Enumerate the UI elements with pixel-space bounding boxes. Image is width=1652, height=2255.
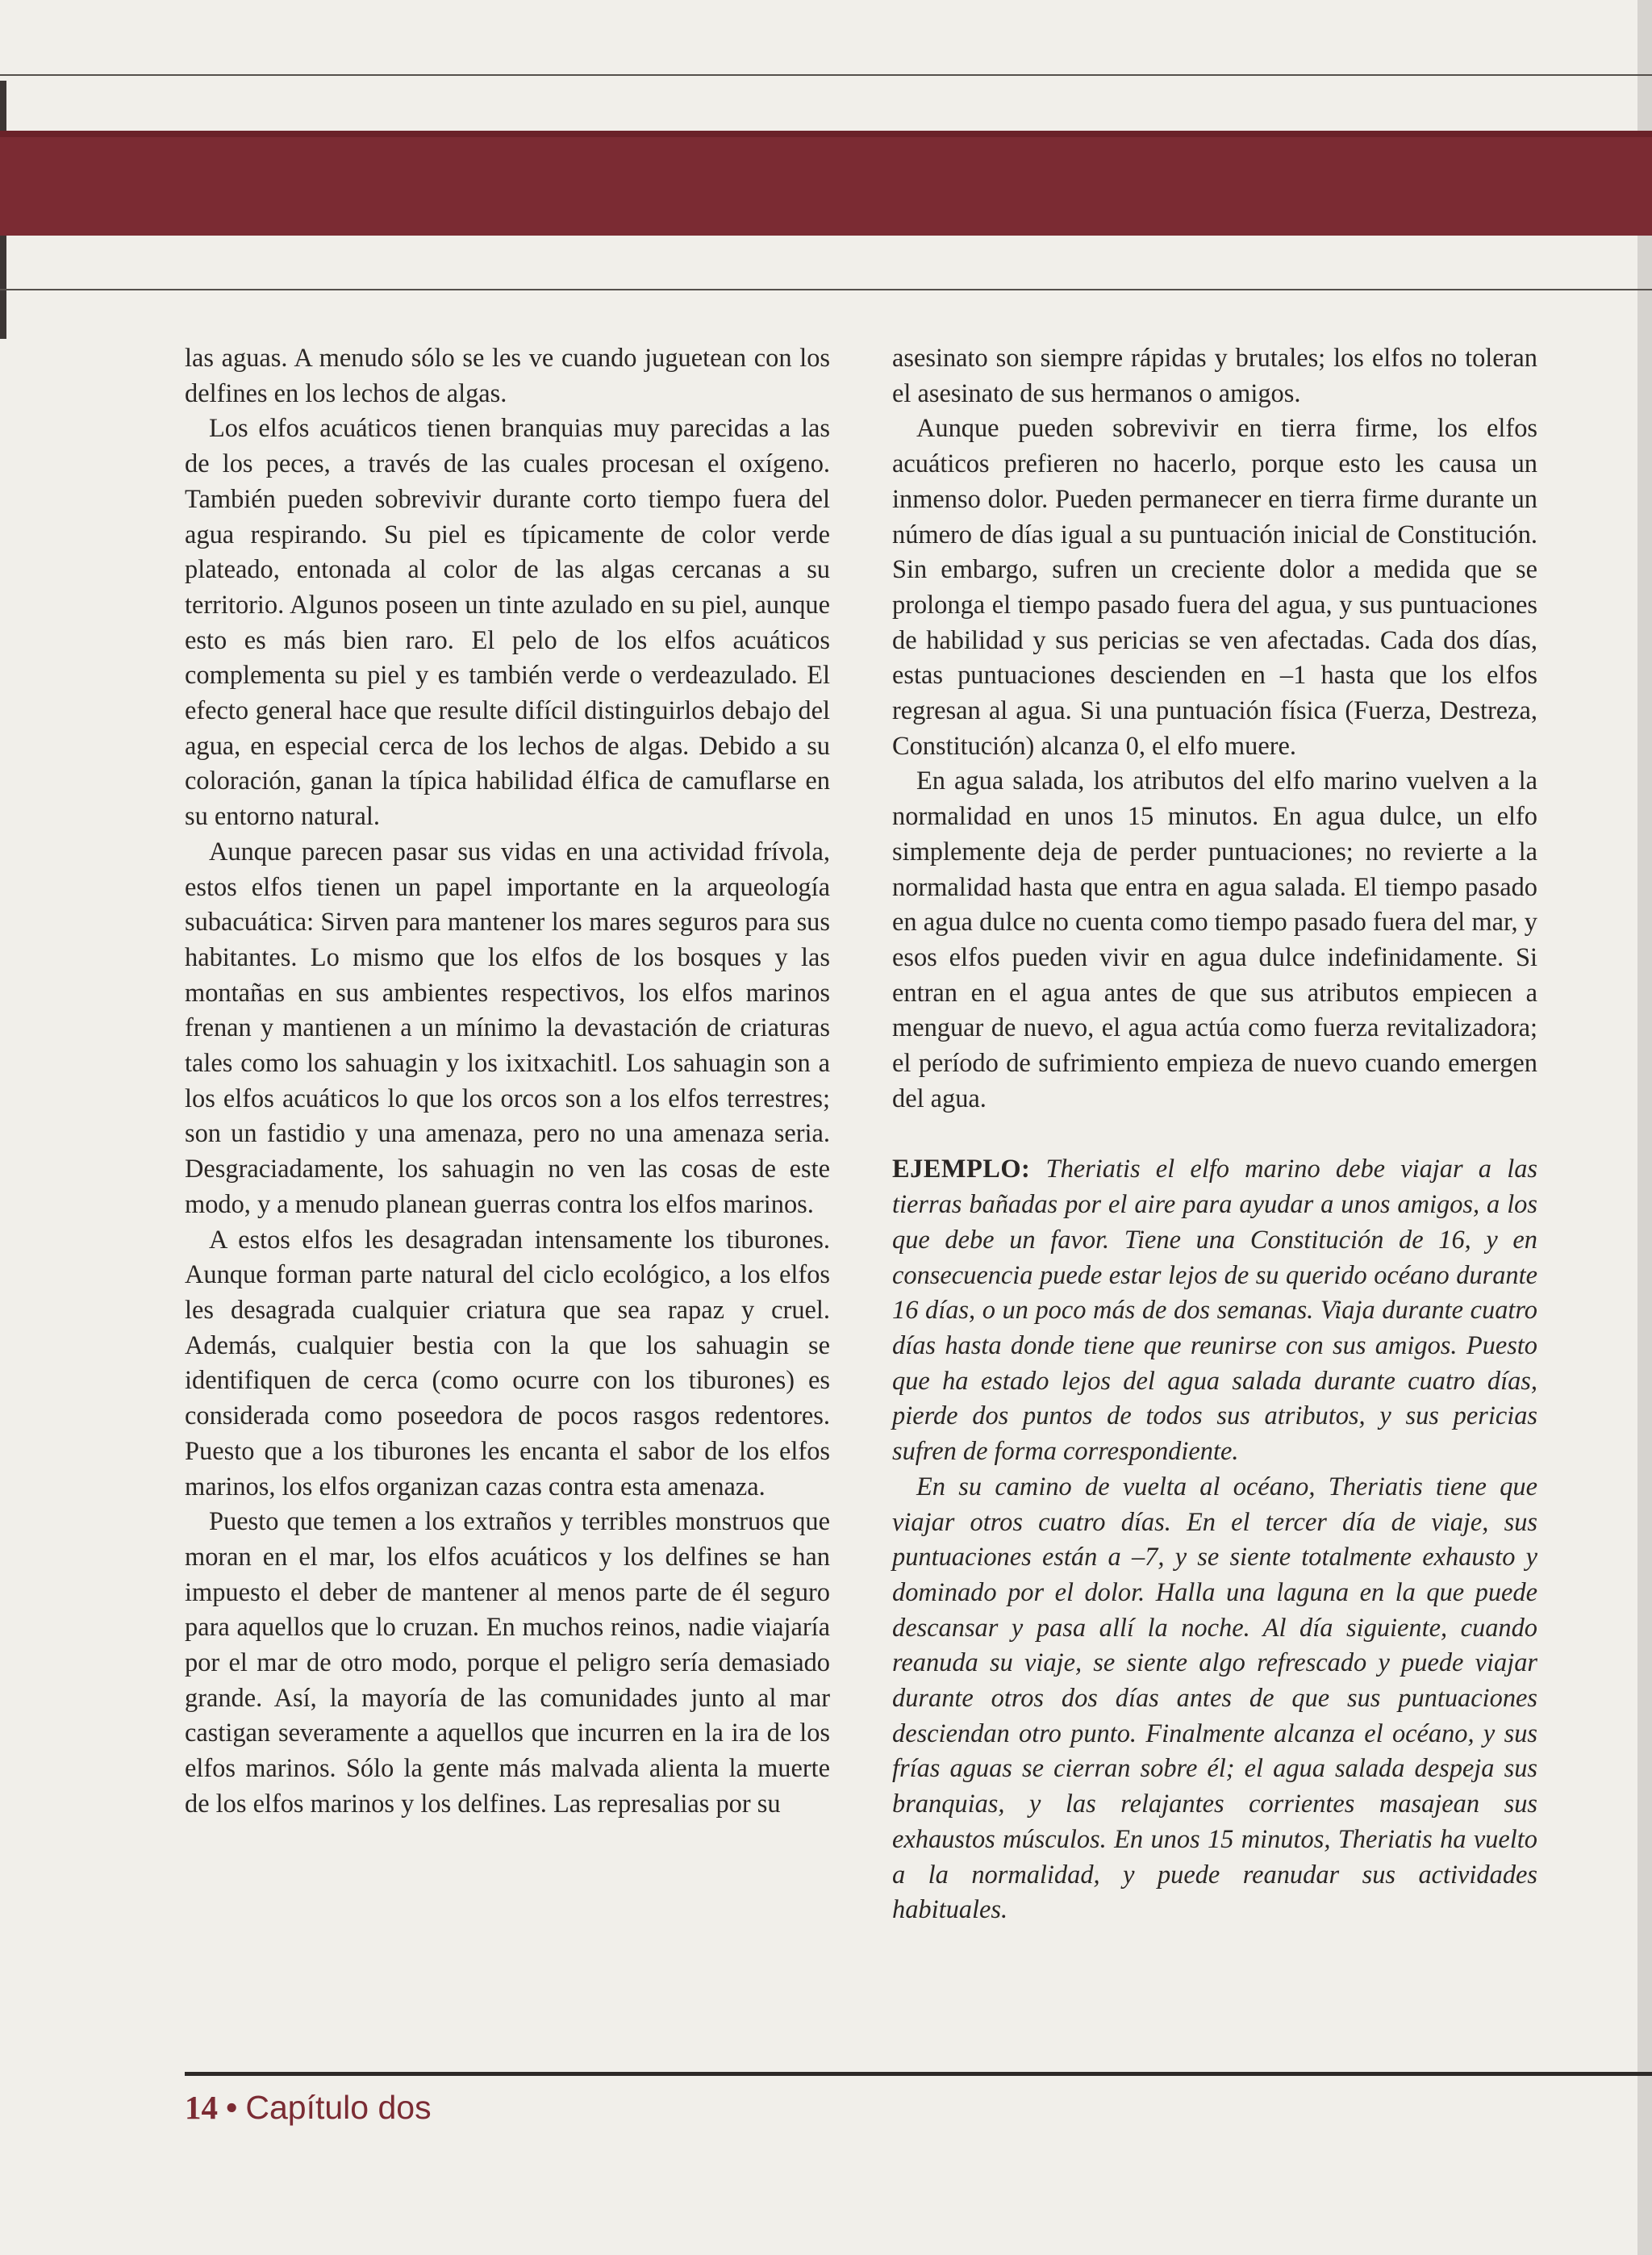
header-underline-rule [0,289,1652,290]
example-paragraph [892,1152,1537,1469]
paragraph: las aguas. A menudo sólo se les ve cuando juguetean con los delfines en los lechos de algas. [185,344,830,408]
example-text: Theriatis el elfo marino debe viajar a las tierras bañadas por el aire para ayudar a unos amigos, a los que debe un favor. Tiene una Constitución de 16, y en consecuencia puede estar lejos de su querido océano durante 16 días, o un poco más de dos semanas. Viaja durante cuatro días hasta donde tiene que reunirse con sus amigos. Puesto que ha estado lejos del agua salada durante cuatro días, pierde dos puntos de todos sus atributos, y sus pericias sufren de forma correspondiente. [892,1155,1537,1467]
top-rule [0,74,1652,76]
paragraph: A estos elfos les desagradan intensamente los tiburones. Aunque forman parte natural del ciclo ecológico, a los elfos les desagrada cualquier criatura que sea rapaz y cruel. Además, cualquier bestia con la que los sahuagin se identifiquen de cerca (como ocurre con los tiburones) es considerada como poseedora de pocos rasgos redentores. Puesto que a los tiburones les encanta el sabor de los elfos marinos, los elfos organizan cazas contra esta amenaza. [185,1225,830,1501]
chapter-title: Capítulo dos [245,2089,432,2126]
page-number: 14 [185,2089,218,2126]
example-paragraph-2: En su camino de vuelta al océano, Theriatis tiene que viajar otros cuatro días. En el tercer día de viaje, sus puntuaciones están a –7, y se siente totalmente exhausto y dominado por el dolor. Halla una laguna en la que puede descansar y pasa allí la noche. Al día siguiente, cuando reanuda su viaje, se siente algo refrescado y puede viajar durante otros dos días antes de que sus puntuaciones desciendan otro punto. Finalmente alcanza el océano, y sus frías aguas se cierran sobre él; el agua salada despeja sus branquias, y las relajantes corrientes masajean sus exhaustos músculos. En unos 15 minutos, Theriatis ha vuelto a la normalidad, y puede reanudar sus actividades habituales. [892,1472,1537,1925]
paragraph: Puesto que temen a los extraños y terribles monstruos que moran en el mar, los elfos acuáticos y los delfines se han impuesto el deber de mantener al menos parte de él seguro para aquellos que lo cruzan. En muchos reinos, nadie viajaría por el mar de otro modo, porque el peligro sería demasiado grande. Así, la mayoría de las comunidades junto al mar castigan severamente a aquellos que incurren en la ira de los elfos marinos. Sólo la gente más malvada alienta la muerte de los elfos marinos y los delfines. Las represalias por su [185,1507,830,1819]
paragraph: asesinato son siempre rápidas y brutales; los elfos no toleran el asesinato de sus hermanos o amigos. [892,344,1537,408]
footer-rule [185,2072,1652,2076]
paragraph: En agua salada, los atributos del elfo marino vuelven a la normalidad en unos 15 minutos. En agua dulce, un elfo simplemente deja de perder puntuaciones; no revierte a la normalidad hasta que entra en agua salada. El tiempo pasado en agua dulce no cuenta como tiempo pasado fuera del mar, y esos elfos pueden vivir en agua dulce indefinidamente. Si entran en el agua antes de que sus atributos empiecen a menguar de nuevo, el agua actúa como fuerza revitalizadora; el período de sufrimiento empieza de nuevo cuando emergen del agua. [892,766,1537,1113]
header-banner-shade [0,131,1652,137]
right-column [892,341,1537,1928]
page-footer [185,2088,432,2127]
paragraph: Los elfos acuáticos tienen branquias muy parecidas a las de los peces, a través de las cuales procesan el oxígeno. También pueden sobrevivir durante corto tiempo fuera del agua respirando. Su piel es típicamente de color verde plateado, entonada al color de las algas cercanas a su territorio. Algunos poseen un tinte azulado en su piel, aunque esto es más bien raro. El pelo de los elfos acuáticos complementa su piel y es también verde o verdeazulado. El efecto general hace que resulte difícil distinguirlos debajo del agua, en especial cerca de los lechos de algas. Debido a su coloración, ganan la típica habilidad élfica de camuflarse en su entorno natural. [185,414,830,832]
left-column [185,341,830,1823]
example-label: EJEMPLO: [892,1155,1031,1184]
footer-bullet: • [226,2089,238,2126]
paragraph: Aunque pueden sobrevivir en tierra firme, los elfos acuáticos prefieren no hacerlo, porque esto les causa un inmenso dolor. Pueden permanecer en tierra firme durante un número de días igual a su puntuación inicial de Constitución. Sin embargo, sufren un creciente dolor a medida que se prolonga el tiempo pasado fuera del agua, y sus puntuaciones de habilidad y sus pericias se ven afectadas. Cada dos días, estas puntuaciones descienden en –1 hasta que los elfos regresan al agua. Si una puntuación física (Fuerza, Destreza, Constitución) alcanza 0, el elfo muere. [892,414,1537,761]
page-edge [1637,0,1652,2255]
paragraph: Aunque parecen pasar sus vidas en una actividad frívola, estos elfos tienen un papel importante en la arqueología subacuática: Sirven para mantener los mares seguros para sus habitantes. Lo mismo que los elfos de los bosques y las montañas en sus ambientes respectivos, los elfos marinos frenan y mantienen a un mínimo la devastación de criaturas tales como los sahuagin y los ixitxachitl. Los sahuagin son a los elfos acuáticos lo que los orcos son a los elfos terrestres; son un fastidio y una amenaza, pero no una amenaza seria. Desgraciadamente, los sahuagin no ven las cosas de este modo, y a menudo planean guerras contra los elfos marinos. [185,837,830,1219]
spacer [892,1117,1537,1152]
header-banner [0,131,1652,236]
